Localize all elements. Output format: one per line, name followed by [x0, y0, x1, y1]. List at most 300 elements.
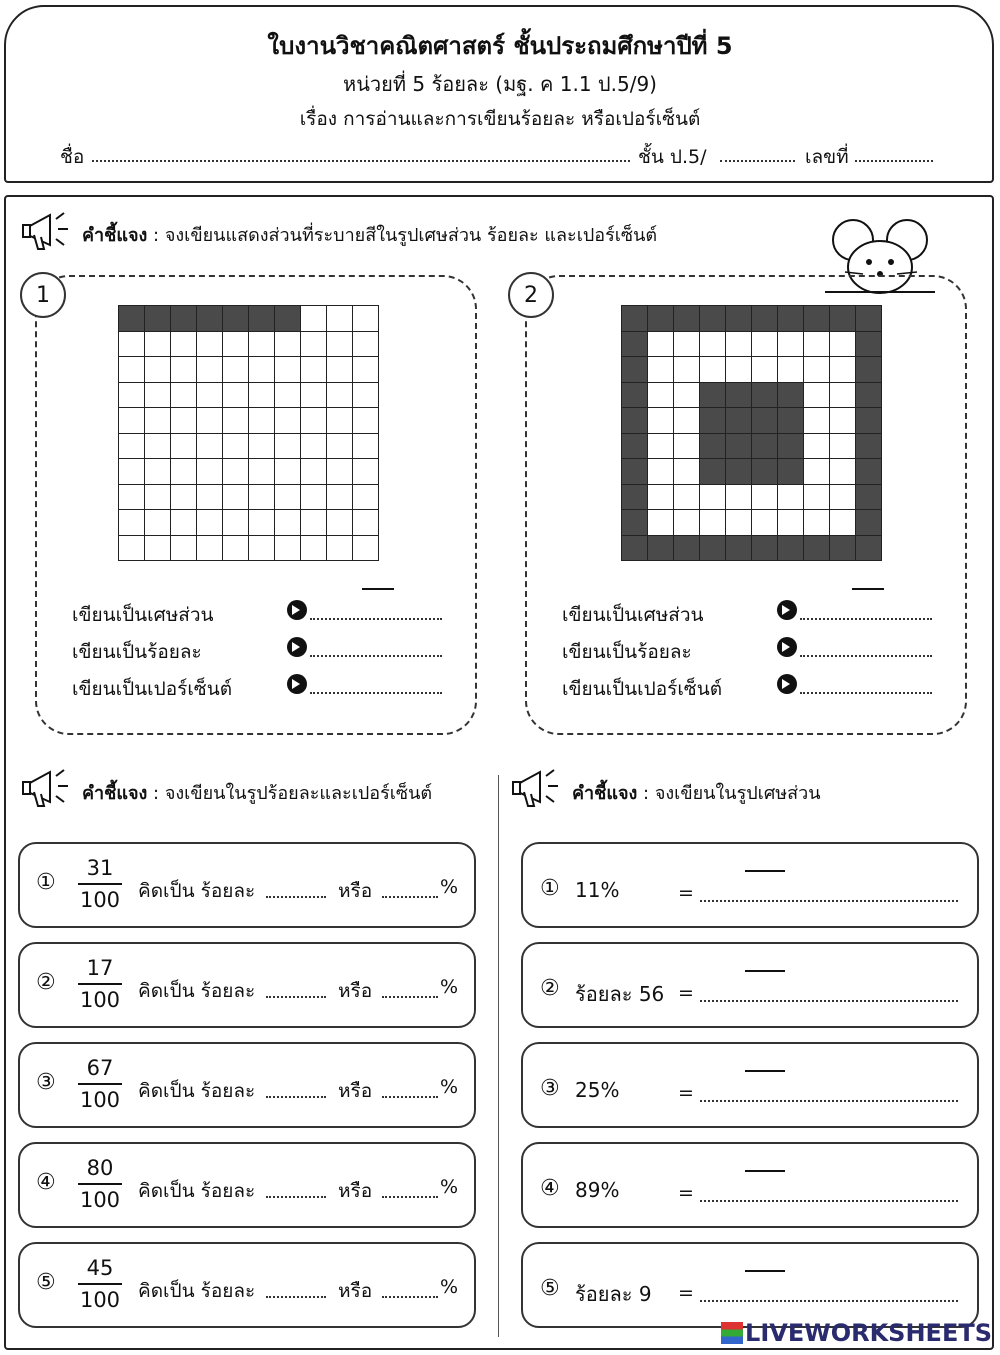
shaded-cell [674, 306, 699, 331]
panel-1-percent-label: เขียนเป็นเปอร์เซ็นต์ [72, 678, 233, 700]
grid-cell [778, 332, 803, 357]
grid-cell [752, 485, 777, 510]
grid-cell [830, 357, 855, 382]
panel-1-fraction-answer[interactable] [310, 618, 442, 620]
class-label: ชั้น ป.5/ [638, 146, 707, 168]
percent-sign: % [440, 876, 459, 898]
numerator: 45 [86, 1256, 114, 1280]
grid-cell [674, 332, 699, 357]
percent-value: 11% [575, 878, 620, 902]
fraction [78, 956, 122, 1012]
grid-cell [700, 357, 725, 382]
equals-sign: = [678, 982, 694, 1004]
grid-cell [804, 357, 829, 382]
shaded-cell [856, 485, 881, 510]
grid-cell [648, 408, 673, 433]
grid-cell [275, 434, 300, 459]
panel-1-percent-word-answer[interactable] [310, 655, 442, 657]
instruction-1 [82, 220, 657, 249]
percent-value: 89% [575, 1178, 620, 1202]
grid-cell [223, 434, 248, 459]
panel-2-fraction-bar [852, 588, 884, 590]
equals-sign: = [678, 882, 694, 904]
grid-cell [275, 332, 300, 357]
panel-2-percent-word-answer[interactable] [800, 655, 932, 657]
grid-cell [301, 536, 326, 561]
grid-cell [327, 434, 352, 459]
grid-cell [119, 459, 144, 484]
percent-answer[interactable] [382, 896, 438, 898]
equals-sign: = [678, 1182, 694, 1204]
grid-cell [171, 383, 196, 408]
shaded-cell [145, 306, 170, 331]
grid-cell [674, 510, 699, 535]
grid-cell [223, 459, 248, 484]
shaded-cell [778, 459, 803, 484]
grid-cell [804, 434, 829, 459]
grid-cell [648, 383, 673, 408]
grid-cell [145, 510, 170, 535]
grid-cell [804, 408, 829, 433]
shaded-cell [700, 459, 725, 484]
grid-cell [804, 383, 829, 408]
shaded-cell [752, 459, 777, 484]
shaded-cell [752, 434, 777, 459]
item-number: ⑤ [540, 1276, 560, 1301]
fraction-bar [745, 870, 785, 872]
grid-cell [249, 459, 274, 484]
instruction-2-text: : จงเขียนในรูปร้อยละและเปอร์เซ็นต์ [153, 783, 433, 804]
grid-cell [674, 459, 699, 484]
fraction [78, 1156, 122, 1212]
grid-cell [197, 357, 222, 382]
item-number: ③ [540, 1076, 560, 1101]
megaphone-icon [20, 205, 80, 255]
shaded-cell [700, 434, 725, 459]
instruction-3 [572, 778, 821, 807]
percent-word-answer[interactable] [266, 1296, 326, 1298]
grid-cell [674, 357, 699, 382]
shaded-cell [700, 306, 725, 331]
instruction-3-bold: คำชี้แจง [572, 783, 638, 804]
denominator: 100 [79, 1088, 121, 1112]
grid-cell [223, 383, 248, 408]
worksheet-title: ใบงานวิชาคณิตศาสตร์ ชั้นประถมศึกษาปีที่ 5 [267, 32, 733, 60]
shaded-cell [778, 434, 803, 459]
panel-2-fraction-label: เขียนเป็นเศษส่วน [562, 604, 704, 626]
grid-cell [197, 408, 222, 433]
panel-2-percent-word-label: เขียนเป็นร้อยละ [562, 641, 692, 663]
shaded-cell [856, 383, 881, 408]
percent-answer[interactable] [382, 1096, 438, 1098]
grid-cell [249, 357, 274, 382]
percent-sign: % [440, 1076, 459, 1098]
shaded-cell [622, 536, 647, 561]
grid-cell [327, 383, 352, 408]
grid-cell [119, 408, 144, 433]
or-label: หรือ [338, 1180, 373, 1202]
fraction-bar [745, 1270, 785, 1272]
shaded-cell [700, 536, 725, 561]
grid-cell [301, 332, 326, 357]
number-field[interactable] [855, 160, 933, 162]
panel-2-percent-answer[interactable] [800, 692, 932, 694]
grid-cell [223, 408, 248, 433]
grid-cell [171, 357, 196, 382]
grid-cell [119, 485, 144, 510]
number-label: เลขที่ [805, 146, 849, 168]
grid-cell [171, 408, 196, 433]
fraction-bar [745, 1170, 785, 1172]
brand-logo-icon [721, 1322, 743, 1344]
item-number: ① [540, 876, 560, 901]
grid-cell [778, 485, 803, 510]
grid-cell [353, 408, 378, 433]
grid-cell [275, 536, 300, 561]
grid-cell [249, 536, 274, 561]
grid-cell [145, 536, 170, 561]
grid-cell [171, 332, 196, 357]
shaded-cell [856, 510, 881, 535]
grid-cell [301, 510, 326, 535]
shaded-cell [249, 306, 274, 331]
shaded-cell [856, 332, 881, 357]
numerator: 31 [86, 856, 114, 880]
shaded-cell [856, 408, 881, 433]
shaded-cell [804, 306, 829, 331]
shaded-cell [726, 434, 751, 459]
grid-cell [327, 408, 352, 433]
shaded-cell [700, 383, 725, 408]
shaded-cell [622, 434, 647, 459]
or-label: หรือ [338, 1080, 373, 1102]
grid-cell [830, 434, 855, 459]
fraction [78, 1056, 122, 1112]
percent-sign: % [440, 1176, 459, 1198]
percent-word-answer[interactable] [266, 1196, 326, 1198]
grid-cell [778, 510, 803, 535]
percent-word-answer[interactable] [266, 1096, 326, 1098]
grid-cell [674, 485, 699, 510]
grid-cell [249, 408, 274, 433]
shaded-cell [804, 536, 829, 561]
percent-word-answer[interactable] [266, 996, 326, 998]
brand-logo [721, 1319, 992, 1347]
grid-cell [301, 306, 326, 331]
unit-title: หน่วยที่ 5 ร้อยละ (มฐ. ค 1.1 ป.5/9) [343, 72, 657, 96]
instruction-3-text: : จงเขียนในรูปเศษส่วน [643, 783, 821, 804]
percent-answer[interactable] [382, 1296, 438, 1298]
grid-cell [327, 510, 352, 535]
fraction-answer[interactable] [700, 1300, 958, 1302]
class-field[interactable] [720, 160, 795, 162]
fraction-answer[interactable] [700, 1000, 958, 1002]
grid-cell [700, 485, 725, 510]
grid-cell [275, 459, 300, 484]
shaded-cell [622, 408, 647, 433]
grid-cell [249, 485, 274, 510]
grid-cell [353, 383, 378, 408]
denominator: 100 [79, 1188, 121, 1212]
grid-cell [726, 510, 751, 535]
grid-cell [700, 510, 725, 535]
grid-cell [301, 408, 326, 433]
grid-cell [223, 357, 248, 382]
shaded-cell [856, 434, 881, 459]
numerator: 67 [86, 1056, 114, 1080]
grid-cell [275, 383, 300, 408]
or-label: หรือ [338, 1280, 373, 1302]
panel-1-fraction-bar [362, 588, 394, 590]
grid-cell [830, 408, 855, 433]
grid-cell [249, 510, 274, 535]
grid-cell [171, 510, 196, 535]
grid-cell [197, 383, 222, 408]
grid-cell [752, 357, 777, 382]
grid-cell [119, 332, 144, 357]
shaded-cell [856, 357, 881, 382]
shaded-cell [830, 536, 855, 561]
shaded-cell [197, 306, 222, 331]
grid-cell [145, 434, 170, 459]
grid-cell [197, 536, 222, 561]
grid-cell [674, 434, 699, 459]
megaphone-icon [20, 762, 80, 812]
grid-cell [301, 383, 326, 408]
grid-cell [171, 536, 196, 561]
arrow-right-circle-icon [777, 674, 797, 694]
shaded-cell [778, 536, 803, 561]
grid-cell [830, 510, 855, 535]
grid-cell [327, 459, 352, 484]
grid-cell [171, 434, 196, 459]
grid-cell [171, 459, 196, 484]
item-number: ③ [36, 1070, 56, 1095]
fraction-answer[interactable] [700, 900, 958, 902]
grid-cell [145, 332, 170, 357]
shaded-cell [622, 459, 647, 484]
item-number: ④ [36, 1170, 56, 1195]
grid-cell [223, 510, 248, 535]
shaded-cell [856, 459, 881, 484]
grid-cell [145, 459, 170, 484]
grid-cell [752, 510, 777, 535]
grid-cell [119, 510, 144, 535]
equals-sign: = [678, 1282, 694, 1304]
shaded-cell [648, 306, 673, 331]
shaded-cell [674, 536, 699, 561]
denominator: 100 [79, 1288, 121, 1312]
panel-1-grid [118, 305, 379, 561]
percent-answer[interactable] [382, 996, 438, 998]
shaded-cell [778, 306, 803, 331]
grid-cell [223, 485, 248, 510]
grid-cell [119, 383, 144, 408]
shaded-cell [726, 459, 751, 484]
grid-cell [353, 510, 378, 535]
grid-cell [778, 357, 803, 382]
arrow-right-circle-icon [287, 637, 307, 657]
fraction-answer[interactable] [700, 1100, 958, 1102]
numerator: 17 [86, 956, 114, 980]
grid-cell [197, 485, 222, 510]
megaphone-icon [510, 762, 570, 812]
percent-value: ร้อยละ 9 [575, 1282, 652, 1306]
grid-cell [327, 485, 352, 510]
grid-cell [275, 408, 300, 433]
grid-cell [223, 536, 248, 561]
grid-cell [145, 408, 170, 433]
item-number: ② [540, 976, 560, 1001]
percent-word-prompt: คิดเป็น ร้อยละ [138, 1280, 256, 1302]
grid-cell [648, 357, 673, 382]
grid-cell [804, 332, 829, 357]
shaded-cell [830, 306, 855, 331]
panel-1-percent-answer[interactable] [310, 692, 442, 694]
fraction-answer[interactable] [700, 1200, 958, 1202]
arrow-right-circle-icon [287, 600, 307, 620]
panel-1-fraction-label: เขียนเป็นเศษส่วน [72, 604, 214, 626]
percent-sign: % [440, 1276, 459, 1298]
shaded-cell [856, 306, 881, 331]
instruction-1-text: : จงเขียนแสดงส่วนที่ระบายสีในรูปเศษส่วน ร้อยละ และเปอร์เซ็นต์ [153, 225, 658, 246]
grid-cell [353, 459, 378, 484]
grid-cell [197, 332, 222, 357]
grid-cell [119, 357, 144, 382]
grid-cell [223, 332, 248, 357]
panel-1-number: 1 [20, 272, 66, 318]
grid-cell [830, 383, 855, 408]
percent-word-prompt: คิดเป็น ร้อยละ [138, 980, 256, 1002]
or-label: หรือ [338, 880, 373, 902]
grid-cell [804, 459, 829, 484]
percent-word-prompt: คิดเป็น ร้อยละ [138, 880, 256, 902]
grid-cell [353, 306, 378, 331]
item-number: ④ [540, 1176, 560, 1201]
shaded-cell [622, 510, 647, 535]
grid-cell [648, 485, 673, 510]
equals-sign: = [678, 1082, 694, 1104]
grid-cell [197, 459, 222, 484]
grid-cell [197, 434, 222, 459]
percent-answer[interactable] [382, 1196, 438, 1198]
grid-cell [674, 408, 699, 433]
instruction-1-bold: คำชี้แจง [82, 225, 148, 246]
percent-value: 25% [575, 1078, 620, 1102]
grid-cell [327, 357, 352, 382]
grid-cell [145, 383, 170, 408]
name-field[interactable] [92, 160, 630, 162]
shaded-cell [700, 408, 725, 433]
grid-cell [830, 459, 855, 484]
grid-cell [353, 357, 378, 382]
fraction [78, 856, 122, 912]
grid-cell [301, 459, 326, 484]
percent-word-prompt: คิดเป็น ร้อยละ [138, 1180, 256, 1202]
shaded-cell [648, 536, 673, 561]
shaded-cell [726, 306, 751, 331]
item-number: ① [36, 870, 56, 895]
shaded-cell [275, 306, 300, 331]
grid-cell [249, 332, 274, 357]
shaded-cell [726, 383, 751, 408]
shaded-cell [622, 306, 647, 331]
shaded-cell [622, 485, 647, 510]
grid-cell [353, 434, 378, 459]
grid-cell [145, 357, 170, 382]
percent-word-answer[interactable] [266, 896, 326, 898]
grid-cell [275, 357, 300, 382]
shaded-cell [622, 357, 647, 382]
panel-2-fraction-answer[interactable] [800, 618, 932, 620]
grid-cell [353, 332, 378, 357]
denominator: 100 [79, 888, 121, 912]
percent-word-prompt: คิดเป็น ร้อยละ [138, 1080, 256, 1102]
percent-sign: % [440, 976, 459, 998]
fraction [78, 1256, 122, 1312]
grid-cell [249, 434, 274, 459]
shaded-cell [622, 332, 647, 357]
panel-2-percent-label: เขียนเป็นเปอร์เซ็นต์ [562, 678, 723, 700]
fraction-bar [745, 970, 785, 972]
item-number: ⑤ [36, 1270, 56, 1295]
grid-cell [145, 485, 170, 510]
grid-cell [327, 536, 352, 561]
instruction-2 [82, 778, 432, 807]
instruction-2-bold: คำชี้แจง [82, 783, 148, 804]
shaded-cell [752, 306, 777, 331]
grid-cell [726, 357, 751, 382]
grid-cell [249, 383, 274, 408]
shaded-cell [752, 536, 777, 561]
grid-cell [301, 357, 326, 382]
grid-cell [648, 332, 673, 357]
panel-1-percent-word-label: เขียนเป็นร้อยละ [72, 641, 202, 663]
denominator: 100 [79, 988, 121, 1012]
grid-cell [197, 510, 222, 535]
shaded-cell [223, 306, 248, 331]
brand-name: LIVEWORKSHEETS [745, 1319, 992, 1347]
grid-cell [353, 536, 378, 561]
grid-cell [275, 485, 300, 510]
numerator: 80 [86, 1156, 114, 1180]
panel-2-number: 2 [508, 272, 554, 318]
grid-cell [119, 434, 144, 459]
grid-cell [648, 459, 673, 484]
item-number: ② [36, 970, 56, 995]
grid-cell [830, 485, 855, 510]
grid-cell [648, 510, 673, 535]
shaded-cell [778, 383, 803, 408]
shaded-cell [752, 383, 777, 408]
grid-cell [171, 485, 196, 510]
shaded-cell [622, 383, 647, 408]
arrow-right-circle-icon [777, 637, 797, 657]
grid-cell [726, 332, 751, 357]
shaded-cell [856, 536, 881, 561]
percent-value: ร้อยละ 56 [575, 982, 665, 1006]
topic-title: เรื่อง การอ่านและการเขียนร้อยละ หรือเปอร์เซ็นต์ [299, 108, 701, 130]
or-label: หรือ [338, 980, 373, 1002]
shaded-cell [726, 408, 751, 433]
grid-cell [301, 485, 326, 510]
grid-cell [674, 383, 699, 408]
grid-cell [327, 306, 352, 331]
arrow-right-circle-icon [287, 674, 307, 694]
grid-cell [752, 332, 777, 357]
grid-cell [301, 434, 326, 459]
grid-cell [804, 485, 829, 510]
